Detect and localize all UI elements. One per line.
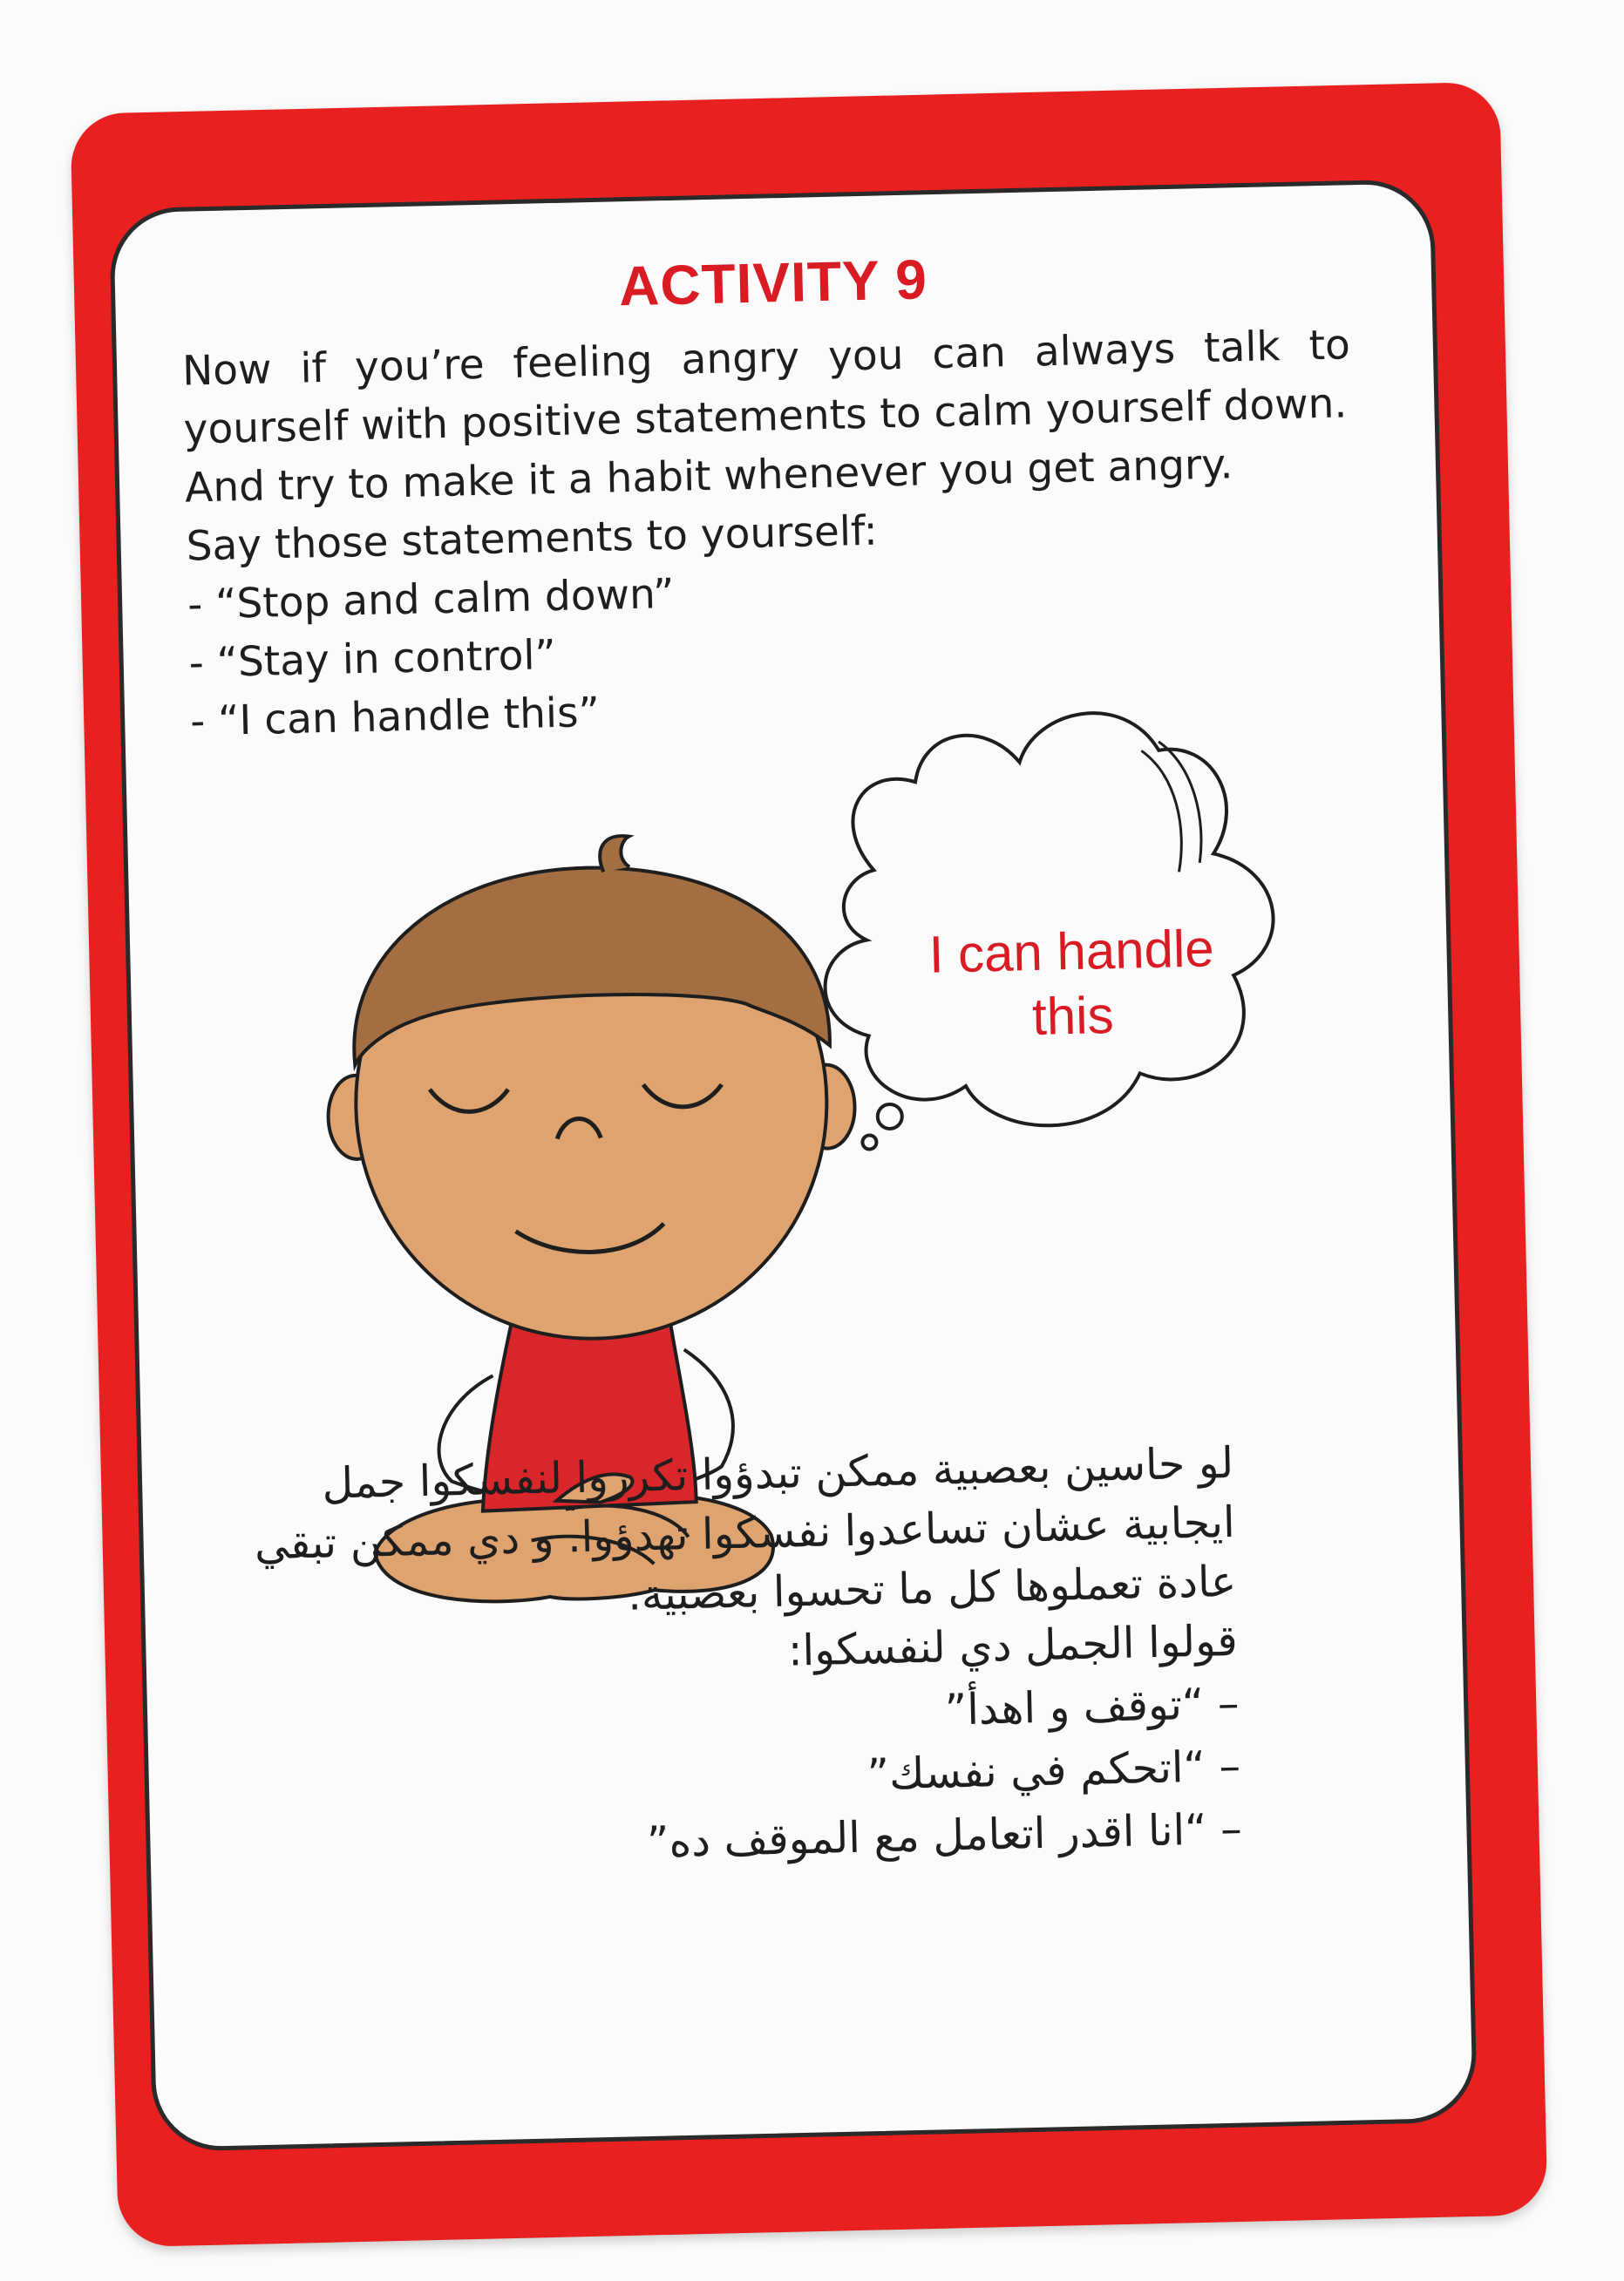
english-line: Say those statements to yourself: (186, 506, 879, 571)
arabic-line: عادة تعملوها كل ما تحسوا بعصبية. (627, 1556, 1237, 1620)
arabic-list-item: – “توقف و اهدأ” (944, 1678, 1240, 1735)
arabic-list-item: – “انا اقدر اتعامل مع الموقف ده” (646, 1803, 1243, 1868)
arabic-instructions (74, 1434, 1243, 1885)
arabic-line: لو حاسين بعصبية ممكن تبدؤوا تكرروا لنفسكوا جمل (321, 1437, 1234, 1509)
thought-line: I can handle (928, 919, 1215, 984)
english-line: And try to make it a habit whenever you get angry. (184, 440, 1233, 513)
english-line: yourself with positive statements to calm yourself down. (183, 379, 1348, 454)
arabic-line: ايجابية عشان تساعدوا نفسكوا تهدؤوا. و دي ممكن تبقي (254, 1497, 1236, 1570)
thought-line: this (1031, 985, 1115, 1047)
english-list-item: - “I can handle this” (189, 688, 601, 746)
arabic-list-item: – “اتحكم في نفسك” (866, 1741, 1241, 1800)
thought-bubble-text (870, 915, 1274, 1053)
english-list-item: - “Stay in control” (188, 631, 557, 688)
english-line: Now if you’re feeling angry you can always talk to (181, 321, 1351, 396)
card-title: ACTIVITY 9 (618, 248, 928, 318)
english-list-item: - “Stop and calm down” (187, 569, 676, 629)
arabic-line: قولوا الجمل دي لنفسكوا: (787, 1615, 1239, 1676)
